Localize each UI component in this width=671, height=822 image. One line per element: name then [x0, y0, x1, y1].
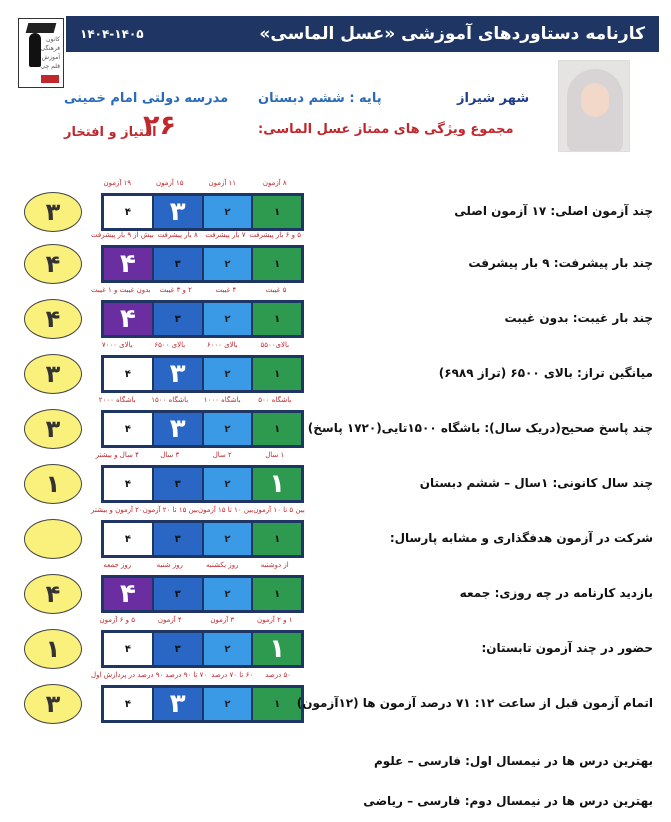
- best-subjects-second-term: بهترین درس ها در نیمسال دوم: فارسی – ریاضی: [363, 794, 653, 808]
- level-bar: [101, 245, 304, 283]
- row-score-badge: ۱: [24, 629, 82, 669]
- level-segment-1: ۱: [253, 413, 301, 445]
- row-label: چند پاسخ صحیح(دریک سال): باشگاه ۱۵۰۰تایی(۱۷۲۰ پاسخ): [307, 421, 653, 435]
- level-label: روز شنبه: [156, 561, 183, 569]
- kanoon-logo: کانون فرهنگی آموزش قلم چی: [18, 18, 64, 88]
- row-score-badge: ۳: [24, 684, 82, 724]
- level-segment-3: ۳: [154, 196, 202, 228]
- level-label: باشگاه ۱۰۰۰: [203, 396, 241, 404]
- row-label: چند بار غیبت: بدون غیبت: [504, 311, 653, 325]
- level-labels: [91, 396, 301, 406]
- level-segment-2: ۲: [204, 196, 252, 228]
- row-score-badge: ۴: [24, 574, 82, 614]
- level-segment-3: ۳: [154, 633, 202, 665]
- level-segment-2: ۲: [204, 248, 252, 280]
- student-photo: [558, 60, 630, 152]
- level-label: ۱ و ۲ آزمون: [257, 616, 293, 624]
- level-segment-1: ۱: [253, 303, 301, 335]
- school-label: مدرسه دولتی امام خمینی: [64, 91, 229, 106]
- level-bar: [101, 685, 304, 723]
- level-labels: [91, 231, 301, 241]
- level-label: باشگاه ۵۰۰: [258, 396, 292, 404]
- level-segment-2: ۲: [204, 358, 252, 390]
- level-bar: [101, 410, 304, 448]
- level-segment-2: ۲: [204, 303, 252, 335]
- level-bar: [101, 355, 304, 393]
- level-label: ۱۱ آزمون: [208, 179, 237, 187]
- level-labels: [91, 179, 301, 189]
- level-label: ۵ و ۶ بار پیشرفت: [249, 231, 301, 239]
- row-label: اتمام آزمون قبل از ساعت ۱۲: ۷۱ درصد آزمون ها (۱۲آزمون): [296, 696, 653, 710]
- level-segment-1: ۱: [253, 578, 301, 610]
- title-banner: [66, 16, 659, 52]
- level-bar: [101, 575, 304, 613]
- level-segment-3: ۳: [154, 523, 202, 555]
- level-label: ۱ سال: [265, 451, 285, 459]
- level-segment-1: ۱: [253, 468, 301, 500]
- level-label: ۱۵ آزمون: [155, 179, 184, 187]
- level-segment-4: ۴: [104, 413, 152, 445]
- total-score: ۲۶: [143, 110, 176, 141]
- grade-label: پایه : ششم دبستان: [258, 91, 382, 106]
- level-label: ۵ غیبت: [265, 286, 287, 294]
- level-label: ۳ آزمون: [210, 616, 235, 624]
- level-segment-3: ۳: [154, 303, 202, 335]
- level-segment-3: ۳: [154, 578, 202, 610]
- level-label: باشگاه ۲۰۰۰: [98, 396, 136, 404]
- level-segment-2: ۲: [204, 413, 252, 445]
- level-label: روز یکشنبه: [206, 561, 239, 569]
- level-segment-4: ۴: [104, 196, 152, 228]
- row-label: چند سال کانونی: ۱سال – ششم دبستان: [419, 476, 653, 490]
- level-segment-2: ۲: [204, 633, 252, 665]
- row-label: بازدید کارنامه در چه روزی: جمعه: [459, 586, 653, 600]
- level-bar: [101, 520, 304, 558]
- row-label: حضور در چند آزمون تابستان:: [481, 641, 653, 655]
- level-labels: [91, 616, 301, 626]
- level-segment-1: ۱: [253, 358, 301, 390]
- level-label: ۷۰ تا ۹۰ درصد: [165, 671, 208, 679]
- level-segment-2: ۲: [204, 578, 252, 610]
- level-segment-1: ۱: [253, 248, 301, 280]
- row-score-badge: ۴: [24, 299, 82, 339]
- level-segment-4: ۴: [104, 248, 152, 280]
- level-label: باشگاه ۱۵۰۰: [151, 396, 189, 404]
- level-label: ۸ آزمون: [262, 179, 287, 187]
- level-label: ۷ بار پیشرفت: [205, 231, 246, 239]
- row-label: شرکت در آزمون هدفگذاری و مشابه پارسال:: [389, 531, 653, 545]
- level-bar: [101, 193, 304, 231]
- level-segment-2: ۲: [204, 523, 252, 555]
- level-segment-2: ۲: [204, 688, 252, 720]
- level-segment-4: ۴: [104, 633, 152, 665]
- level-label: ۴ غیبت: [215, 286, 237, 294]
- level-segment-4: ۴: [104, 358, 152, 390]
- row-score-badge: ۱: [24, 464, 82, 504]
- level-label: بالای ۷۰۰۰: [101, 341, 133, 349]
- row-label: چند بار پیشرفت: ۹ بار پیشرفت: [468, 256, 653, 270]
- city-label: شهر شیراز: [457, 91, 530, 106]
- level-labels: [91, 451, 301, 461]
- level-label: بدون غیبت و ۱ غیبت: [91, 286, 151, 294]
- level-labels: [91, 671, 301, 681]
- features-title: مجموع ویژگی های ممتاز عسل الماسی:: [258, 122, 514, 137]
- level-bar: [101, 630, 304, 668]
- row-score-badge: ۳: [24, 354, 82, 394]
- level-label: ۲ سال: [212, 451, 232, 459]
- level-label: بالای ۶۵۰۰: [154, 341, 186, 349]
- level-segment-4: ۴: [104, 688, 152, 720]
- level-segment-4: ۴: [104, 303, 152, 335]
- level-label: ۴ آزمون: [157, 616, 182, 624]
- level-bar: [101, 465, 304, 503]
- level-segment-3: ۳: [154, 248, 202, 280]
- level-labels: [91, 286, 301, 296]
- level-segment-4: ۴: [104, 468, 152, 500]
- level-label: روز جمعه: [103, 561, 132, 569]
- row-score-badge: ۳: [24, 409, 82, 449]
- level-labels: [91, 561, 301, 571]
- level-label: ۸ بار پیشرفت: [157, 231, 198, 239]
- level-label: از دوشنبه: [260, 561, 289, 569]
- level-label: ۵۰ درصد: [265, 671, 291, 679]
- level-segment-1: ۱: [253, 196, 301, 228]
- level-label: ۳ سال: [160, 451, 180, 459]
- level-segment-1: ۱: [253, 523, 301, 555]
- level-label: ۴ سال و بیشتر: [95, 451, 139, 459]
- level-label: بالای۵۵۰۰: [260, 341, 290, 349]
- score-label: امتیاز و افتخار: [64, 125, 157, 140]
- level-label: بین ۱۵ تا ۲۰ آزمون: [142, 506, 198, 514]
- level-segment-3: ۳: [154, 688, 202, 720]
- level-segment-4: ۴: [104, 578, 152, 610]
- level-label: ۵ و ۶ آزمون: [99, 616, 135, 624]
- level-label: بین ۵ تا ۱۰ آزمون: [253, 506, 305, 514]
- level-segment-4: ۴: [104, 523, 152, 555]
- level-label: بالای ۶۰۰۰: [206, 341, 238, 349]
- level-label: ۹۰ درصد در پردازش اول: [91, 671, 164, 679]
- level-label: ۶۰ تا ۷۰ درصد: [211, 671, 254, 679]
- level-label: ۲۰ آزمون و بیشتر: [91, 506, 143, 514]
- level-label: ۲ و ۳ غیبت: [159, 286, 192, 294]
- row-label: میانگین تراز: بالای ۶۵۰۰ (تراز ۶۹۸۹): [438, 366, 653, 380]
- level-segment-3: ۳: [154, 358, 202, 390]
- academic-years: ۱۴۰۴-۱۴۰۵: [80, 27, 144, 41]
- row-score-badge: ۳: [24, 192, 82, 232]
- row-score-badge: ۴: [24, 244, 82, 284]
- level-segment-3: ۳: [154, 468, 202, 500]
- row-label: چند آزمون اصلی: ۱۷ آزمون اصلی: [454, 204, 653, 218]
- report-title: کارنامه دستاوردهای آموزشی «عسل الماسی»: [259, 24, 645, 44]
- level-segment-1: ۱: [253, 633, 301, 665]
- row-score-badge: [24, 519, 82, 559]
- level-bar: [101, 300, 304, 338]
- level-segment-3: ۳: [154, 413, 202, 445]
- level-labels: [91, 506, 305, 516]
- level-label: بیش از ۹ بار پیشرفت: [91, 231, 154, 239]
- level-segment-1: ۱: [253, 688, 301, 720]
- level-label: بین ۱۰ تا ۱۵ آزمون: [197, 506, 254, 514]
- level-labels: [91, 341, 301, 351]
- level-label: ۱۹ آزمون: [103, 179, 132, 187]
- best-subjects-first-term: بهترین درس ها در نیمسال اول: فارسی – علوم: [373, 754, 653, 768]
- level-segment-2: ۲: [204, 468, 252, 500]
